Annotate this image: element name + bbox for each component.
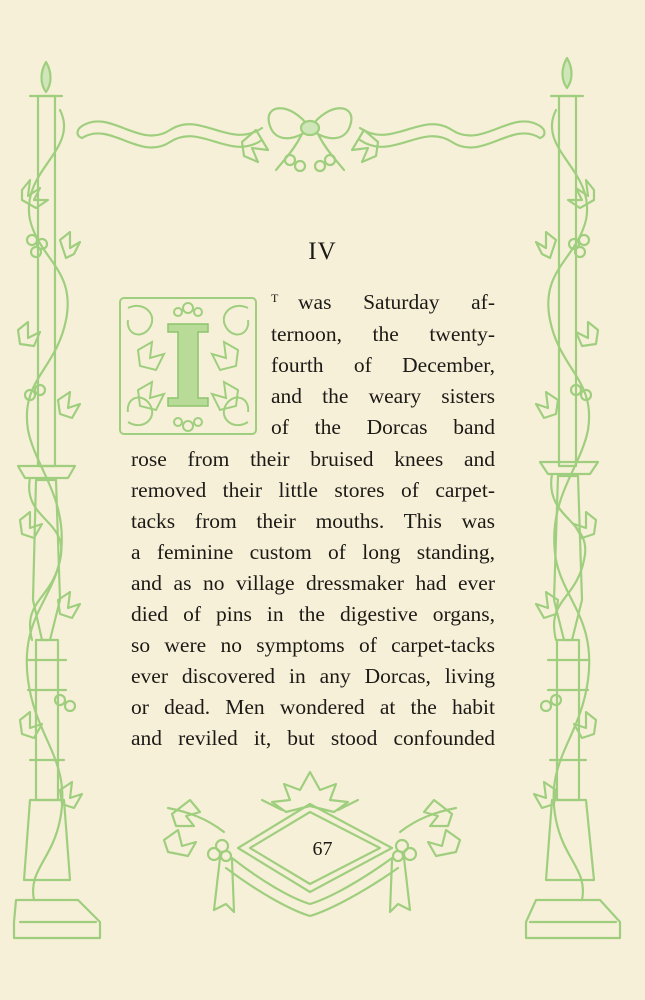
drop-cap: [114, 290, 262, 440]
text-line-5: of the Dorcas band: [271, 415, 495, 439]
page-number: 67: [312, 838, 333, 860]
text-line-10: and as no village dressmaker had ever: [131, 571, 495, 595]
text-line-3: fourth of December,: [271, 353, 495, 377]
text-line-1: was Saturday af-: [298, 290, 495, 314]
right-candle-icon: [526, 58, 620, 938]
text-line-4: and the weary sisters: [271, 384, 495, 408]
text-line-2: ternoon, the twenty-: [271, 322, 495, 346]
text-line-6: rose from their bruised knees and: [131, 447, 495, 471]
text-line-8: tacks from their mouths. This was: [131, 509, 495, 533]
text-line-9: a feminine custom of long standing,: [131, 540, 495, 564]
chapter-number: IV: [308, 238, 337, 265]
text-line-13: ever discovered in any Dorcas, living: [131, 664, 495, 688]
drop-cap-continuation: t: [271, 287, 280, 306]
left-candle-icon: [14, 62, 100, 938]
text-line-15: and reviled it, but stood confounded: [131, 726, 495, 750]
ribbon-bow-icon: [78, 108, 545, 171]
text-line-11: died of pins in the digestive organs,: [131, 602, 495, 626]
text-line-14: or dead. Men wondered at the habit: [131, 695, 495, 719]
text-line-7: removed their little stores of carpet-: [131, 478, 495, 502]
text-line-12: so were no symptoms of carpet-tacks: [131, 633, 495, 657]
